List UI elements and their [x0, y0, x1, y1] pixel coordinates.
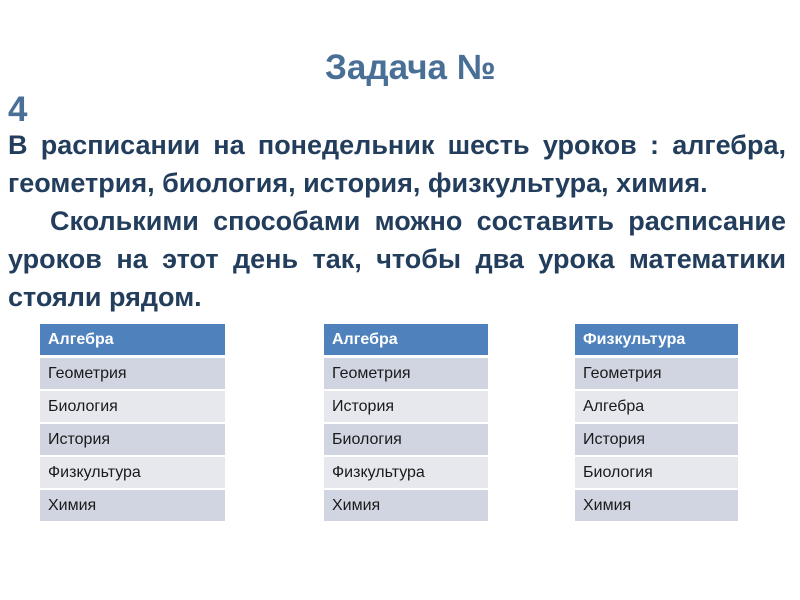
table-cell: История — [40, 423, 225, 456]
table-cell: Физкультура — [40, 456, 225, 489]
table-cell: Химия — [324, 489, 488, 522]
slide-title: Задача № — [325, 48, 496, 87]
slide-title-number: 4 — [8, 90, 28, 129]
table-cell: Геометрия — [575, 357, 738, 391]
table-cell: Биология — [40, 390, 225, 423]
table-cell: Геометрия — [324, 357, 488, 391]
problem-statement — [8, 126, 786, 316]
table-cell: История — [575, 423, 738, 456]
table-cell: Биология — [324, 423, 488, 456]
table-cell: Химия — [575, 489, 738, 522]
table-header-cell: Алгебра — [324, 324, 488, 357]
table-cell: Геометрия — [40, 357, 225, 391]
table-cell: История — [324, 390, 488, 423]
table-cell: Химия — [40, 489, 225, 522]
table-cell: Биология — [575, 456, 738, 489]
table-cell: Физкультура — [324, 456, 488, 489]
schedule-table-1 — [40, 324, 225, 523]
table-cell: Алгебра — [575, 390, 738, 423]
problem-paragraph-1: В расписании на понедельник шесть уроков : алгебра, геометрия, биология, история, физкультура, химия. — [8, 130, 786, 198]
schedule-table-3 — [575, 324, 738, 523]
schedule-table-2 — [324, 324, 488, 523]
table-header-cell: Физкультура — [575, 324, 738, 357]
table-header-cell: Алгебра — [40, 324, 225, 357]
problem-paragraph-2: Сколькими способами можно составить расписание уроков на этот день так, чтобы два урока математики стояли рядом. — [8, 206, 786, 312]
